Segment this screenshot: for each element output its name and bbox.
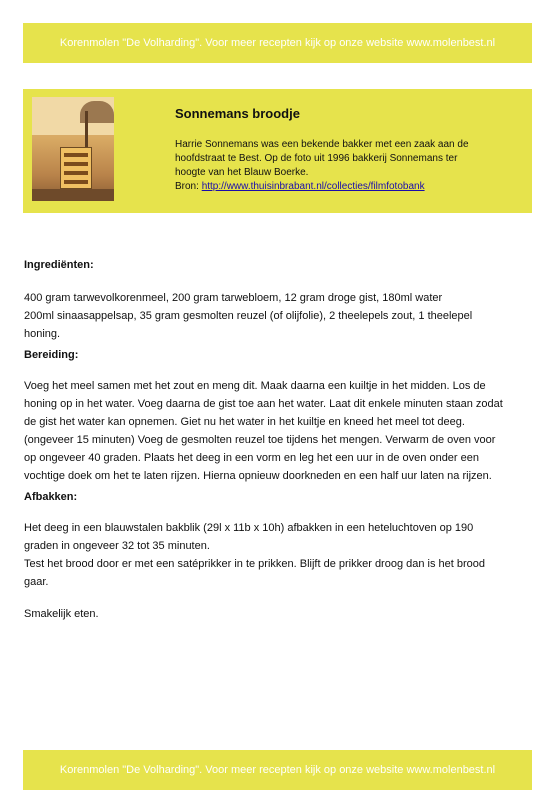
preparation-text-line: op ongeveer 40 graden. Plaats het deeg in een vorm en leg het een uur in de oven onder een [24, 452, 480, 464]
baking-text-line: gaar. [24, 576, 49, 588]
footer-banner [23, 750, 532, 790]
ingredients-text-line: honing. [24, 328, 61, 340]
baking-heading: Afbakken: [24, 491, 78, 503]
recipe-title: Sonnemans broodje [175, 106, 300, 121]
preparation-text-line: honing op in het water. Voeg daarna de gist toe aan het water. Laat dit enkele minuten staan zodat [24, 398, 503, 410]
preparation-heading: Bereiding: [24, 349, 79, 361]
source-line [175, 180, 515, 194]
ingredients-text-line: 200ml sinaasappelsap, 35 gram gesmolten reuzel (of olijfolie), 2 theelepels zout, 1 theelepel [24, 310, 473, 322]
baking-text-line: graden in ongeveer 32 tot 35 minuten. [24, 540, 210, 552]
source-link[interactable]: http://www.thuisinbrabant.nl/collecties/filmfotobank [201, 181, 425, 192]
baking-text-line: Het deeg in een blauwstalen bakblik (29l x 11b x 10h) afbakken in een heteluchtoven op 190 [24, 522, 474, 534]
ingredients-heading: Ingrediënten: [24, 259, 94, 271]
preparation-text-line: vochtige doek om het te laten rijzen. Hierna opnieuw doorkneden en een half uur laten na rijzen. [24, 470, 492, 482]
ingredients-text-line: 400 gram tarwevolkorenmeel, 200 gram tarwebloem, 12 gram droge gist, 180ml water [24, 292, 443, 304]
header-banner-text: Korenmolen "De Volharding". Voor meer recepten kijk op onze website www.molenbest.nl [59, 37, 496, 49]
description-line: Harrie Sonnemans was een bekende bakker met een zaak aan de [175, 139, 469, 150]
bakery-photo [32, 97, 114, 201]
baking-text-line: Test het brood door er met een satéprikker in te prikken. Blijft de prikker droog dan is het brood [24, 558, 486, 570]
recipe-content [24, 258, 529, 623]
recipe-intro-box [23, 89, 532, 213]
description-line: hoogte van het Blauw Boerke. [175, 167, 309, 178]
preparation-text-line: (ongeveer 15 minuten) Voeg de gesmolten reuzel toe tijdens het mengen. Verwarm de oven voor [24, 434, 496, 446]
description-line: hoofdstraat te Best. Op de foto uit 1996 bakkerij Sonnemans ter [175, 153, 458, 164]
preparation-text-line: de gist het water kan opnemen. Giet nu het water in het kuiltje en kneed het meel tot deeg. [24, 416, 465, 428]
preparation-text-line: Voeg het meel samen met het zout en meng dit. Maak daarna een kuiltje in het midden. Los de [24, 380, 486, 392]
closing-text: Smakelijk eten. [24, 608, 99, 620]
footer-banner-text: Korenmolen "De Volharding". Voor meer recepten kijk op onze website www.molenbest.nl [59, 764, 496, 776]
header-banner [23, 23, 532, 63]
recipe-description [175, 138, 515, 194]
source-label: Bron: [175, 181, 202, 192]
